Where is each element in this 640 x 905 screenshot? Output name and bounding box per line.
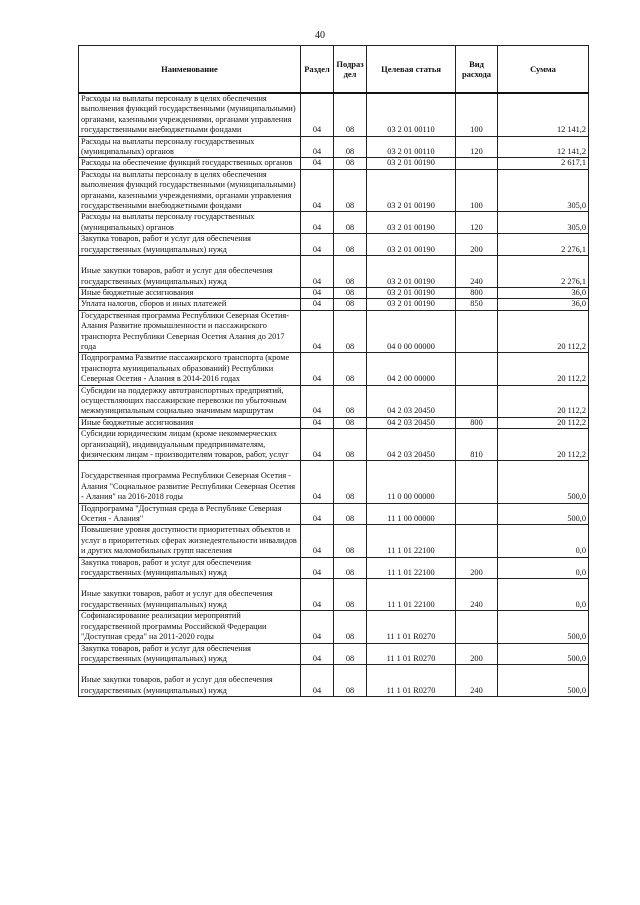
table-row xyxy=(79,665,589,697)
cell-name: Государственная программа Республики Северная Осетия - Алания "Социальное развитие Республики Северная Осетия - Алания" на 2016-2018 годы xyxy=(79,461,301,503)
cell-name: Расходы на выплаты персоналу в целях обеспечения выполнения функций государственными (муниципальными) органами, казенными учреждениями, органами управления государственными внебюджетными фондами xyxy=(79,169,301,212)
cell-name: Субсидии на поддержку автотранспортных предприятий, осуществляющих пассажирские перевозки по убыточным межмуниципальным социально значимым маршрутам xyxy=(79,385,301,417)
cell-subsection: 08 xyxy=(334,234,367,256)
cell-section: 04 xyxy=(301,611,334,643)
cell-subsection: 08 xyxy=(334,287,367,298)
cell-target: 11 0 00 00000 xyxy=(367,461,456,503)
cell-section: 04 xyxy=(301,643,334,665)
table-row xyxy=(79,461,589,503)
cell-section: 04 xyxy=(301,557,334,579)
cell-expense-type xyxy=(456,353,498,385)
cell-sum: 12 141,2 xyxy=(498,93,589,136)
cell-sum: 0,0 xyxy=(498,557,589,579)
table-row xyxy=(79,299,589,310)
header-target: Целевая статья xyxy=(367,46,456,94)
header-section: Раздел xyxy=(301,46,334,94)
cell-name: Расходы на выплаты персоналу государственных (муниципальных) органов xyxy=(79,136,301,158)
header-name: Наименование xyxy=(79,46,301,94)
cell-sum: 20 112,2 xyxy=(498,385,589,417)
cell-section: 04 xyxy=(301,429,334,461)
cell-subsection: 08 xyxy=(334,417,367,428)
cell-section: 04 xyxy=(301,665,334,697)
cell-subsection: 08 xyxy=(334,611,367,643)
cell-subsection: 08 xyxy=(334,158,367,169)
table-row xyxy=(79,503,589,525)
cell-name: Расходы на выплаты персоналу в целях обеспечения выполнения функций государственными (муниципальными) органами, казенными учреждениями, органами управления государственными внебюджетными фондами xyxy=(79,93,301,136)
page-number: 40 xyxy=(315,30,325,41)
cell-expense-type: 200 xyxy=(456,557,498,579)
cell-target: 03 2 01 00110 xyxy=(367,136,456,158)
cell-subsection: 08 xyxy=(334,461,367,503)
cell-target: 11 1 00 00000 xyxy=(367,503,456,525)
cell-expense-type: 800 xyxy=(456,287,498,298)
table-row xyxy=(79,525,589,557)
cell-sum: 305,0 xyxy=(498,212,589,234)
cell-subsection: 08 xyxy=(334,385,367,417)
cell-name: Софинансирование реализации мероприятий государственной программы Российской Федерации "Доступная среда" на 2011-2020 годы xyxy=(79,611,301,643)
cell-sum: 500,0 xyxy=(498,503,589,525)
table-row xyxy=(79,557,589,579)
table-row xyxy=(79,256,589,288)
cell-section: 04 xyxy=(301,417,334,428)
cell-subsection: 08 xyxy=(334,525,367,557)
cell-sum: 12 141,2 xyxy=(498,136,589,158)
cell-section: 04 xyxy=(301,525,334,557)
cell-sum: 500,0 xyxy=(498,643,589,665)
cell-name: Расходы на выплаты персоналу государственных (муниципальных) органов xyxy=(79,212,301,234)
cell-section: 04 xyxy=(301,579,334,611)
cell-target: 03 2 01 00110 xyxy=(367,93,456,136)
cell-sum: 20 112,2 xyxy=(498,310,589,353)
table-row xyxy=(79,212,589,234)
cell-target: 04 2 00 00000 xyxy=(367,353,456,385)
cell-subsection: 08 xyxy=(334,643,367,665)
cell-expense-type: 200 xyxy=(456,234,498,256)
cell-sum: 20 112,2 xyxy=(498,429,589,461)
cell-section: 04 xyxy=(301,461,334,503)
table-row xyxy=(79,417,589,428)
cell-subsection: 08 xyxy=(334,557,367,579)
cell-target: 04 2 03 20450 xyxy=(367,429,456,461)
cell-expense-type: 240 xyxy=(456,579,498,611)
cell-target: 03 2 01 00190 xyxy=(367,287,456,298)
cell-subsection: 08 xyxy=(334,665,367,697)
cell-name: Закупка товаров, работ и услуг для обеспечения государственных (муниципальных) нужд xyxy=(79,234,301,256)
cell-subsection: 08 xyxy=(334,353,367,385)
cell-target: 11 1 01 22100 xyxy=(367,557,456,579)
cell-section: 04 xyxy=(301,256,334,288)
cell-target: 11 1 01 22100 xyxy=(367,579,456,611)
cell-sum: 36,0 xyxy=(498,287,589,298)
cell-name: Закупка товаров, работ и услуг для обеспечения государственных (муниципальных) нужд xyxy=(79,557,301,579)
cell-sum: 0,0 xyxy=(498,579,589,611)
cell-section: 04 xyxy=(301,503,334,525)
table-row xyxy=(79,643,589,665)
cell-expense-type: 240 xyxy=(456,665,498,697)
cell-section: 04 xyxy=(301,287,334,298)
cell-expense-type: 850 xyxy=(456,299,498,310)
table-row xyxy=(79,136,589,158)
cell-name: Иные закупки товаров, работ и услуг для обеспечения государственных (муниципальных) нужд xyxy=(79,256,301,288)
cell-subsection: 08 xyxy=(334,503,367,525)
header-sum: Сумма xyxy=(498,46,589,94)
cell-target: 03 2 01 00190 xyxy=(367,158,456,169)
table-row xyxy=(79,611,589,643)
table-row xyxy=(79,353,589,385)
cell-section: 04 xyxy=(301,169,334,212)
cell-expense-type: 810 xyxy=(456,429,498,461)
cell-target: 03 2 01 00190 xyxy=(367,234,456,256)
table-header-row xyxy=(79,46,589,94)
cell-sum: 2 617,1 xyxy=(498,158,589,169)
cell-section: 04 xyxy=(301,299,334,310)
cell-expense-type xyxy=(456,461,498,503)
cell-target: 11 1 01 R0270 xyxy=(367,643,456,665)
cell-target: 11 1 01 R0270 xyxy=(367,611,456,643)
cell-section: 04 xyxy=(301,310,334,353)
cell-expense-type xyxy=(456,158,498,169)
cell-name: Иные бюджетные ассигнования xyxy=(79,417,301,428)
cell-target: 04 2 03 20450 xyxy=(367,385,456,417)
cell-sum: 20 112,2 xyxy=(498,417,589,428)
cell-sum: 500,0 xyxy=(498,461,589,503)
table-row xyxy=(79,310,589,353)
table-row xyxy=(79,158,589,169)
cell-subsection: 08 xyxy=(334,93,367,136)
table-row xyxy=(79,93,589,136)
cell-section: 04 xyxy=(301,385,334,417)
cell-section: 04 xyxy=(301,234,334,256)
cell-name: Закупка товаров, работ и услуг для обеспечения государственных (муниципальных) нужд xyxy=(79,643,301,665)
cell-expense-type: 120 xyxy=(456,136,498,158)
table-row xyxy=(79,169,589,212)
cell-subsection: 08 xyxy=(334,310,367,353)
cell-name: Субсидии юридическим лицам (кроме некоммерческих организаций), индивидуальным предпринимателям, физическим лицам - производителям товаров, работ, услуг xyxy=(79,429,301,461)
cell-subsection: 08 xyxy=(334,212,367,234)
cell-sum: 2 276,1 xyxy=(498,234,589,256)
cell-sum: 0,0 xyxy=(498,525,589,557)
cell-section: 04 xyxy=(301,93,334,136)
cell-subsection: 08 xyxy=(334,429,367,461)
cell-name: Повышение уровня доступности приоритетных объектов и услуг в приоритетных сферах жизнедеятельности инвалидов и других маломобильных групп населения xyxy=(79,525,301,557)
cell-expense-type: 100 xyxy=(456,93,498,136)
cell-target: 03 2 01 00190 xyxy=(367,212,456,234)
cell-expense-type: 100 xyxy=(456,169,498,212)
cell-subsection: 08 xyxy=(334,136,367,158)
cell-subsection: 08 xyxy=(334,299,367,310)
cell-subsection: 08 xyxy=(334,579,367,611)
cell-name: Иные закупки товаров, работ и услуг для обеспечения государственных (муниципальных) нужд xyxy=(79,579,301,611)
cell-section: 04 xyxy=(301,136,334,158)
cell-section: 04 xyxy=(301,212,334,234)
header-subsection: Подраз дел xyxy=(334,46,367,94)
cell-expense-type: 800 xyxy=(456,417,498,428)
cell-target: 04 0 00 00000 xyxy=(367,310,456,353)
cell-sum: 500,0 xyxy=(498,611,589,643)
cell-subsection: 08 xyxy=(334,256,367,288)
cell-name: Подпрограмма Развитие пассажирского транспорта (кроме транспорта муниципальных образований) Республики Северная Осетия - Алания в 2014-2016 годах xyxy=(79,353,301,385)
cell-target: 11 1 01 22100 xyxy=(367,525,456,557)
cell-name: Иные бюджетные ассигнования xyxy=(79,287,301,298)
cell-section: 04 xyxy=(301,353,334,385)
cell-target: 03 2 01 00190 xyxy=(367,256,456,288)
cell-name: Расходы на обеспечение функций государственных органов xyxy=(79,158,301,169)
header-expense-type: Вид расхода xyxy=(456,46,498,94)
cell-expense-type xyxy=(456,525,498,557)
cell-expense-type: 200 xyxy=(456,643,498,665)
cell-sum: 305,0 xyxy=(498,169,589,212)
cell-name: Уплата налогов, сборов и иных платежей xyxy=(79,299,301,310)
table-row xyxy=(79,579,589,611)
cell-target: 11 1 01 R0270 xyxy=(367,665,456,697)
cell-sum: 20 112,2 xyxy=(498,353,589,385)
cell-target: 04 2 03 20450 xyxy=(367,417,456,428)
cell-name: Подпрограмма "Доступная среда в Республике Северная Осетия - Алания" xyxy=(79,503,301,525)
table-row xyxy=(79,287,589,298)
cell-section: 04 xyxy=(301,158,334,169)
cell-subsection: 08 xyxy=(334,169,367,212)
budget-table xyxy=(78,45,589,697)
cell-expense-type xyxy=(456,611,498,643)
cell-expense-type: 240 xyxy=(456,256,498,288)
cell-name: Иные закупки товаров, работ и услуг для обеспечения государственных (муниципальных) нужд xyxy=(79,665,301,697)
table-row xyxy=(79,234,589,256)
table-body xyxy=(79,93,589,697)
cell-sum: 500,0 xyxy=(498,665,589,697)
cell-expense-type: 120 xyxy=(456,212,498,234)
cell-name: Государственная программа Республики Северная Осетия-Алания Развитие промышленности и пассажирского транспорта Республики Северная Осетия Алания до 2017 года xyxy=(79,310,301,353)
table-row xyxy=(79,429,589,461)
table-row xyxy=(79,385,589,417)
cell-expense-type xyxy=(456,385,498,417)
cell-target: 03 2 01 00190 xyxy=(367,169,456,212)
cell-expense-type xyxy=(456,503,498,525)
cell-sum: 2 276,1 xyxy=(498,256,589,288)
cell-sum: 36,0 xyxy=(498,299,589,310)
cell-expense-type xyxy=(456,310,498,353)
cell-target: 03 2 01 00190 xyxy=(367,299,456,310)
